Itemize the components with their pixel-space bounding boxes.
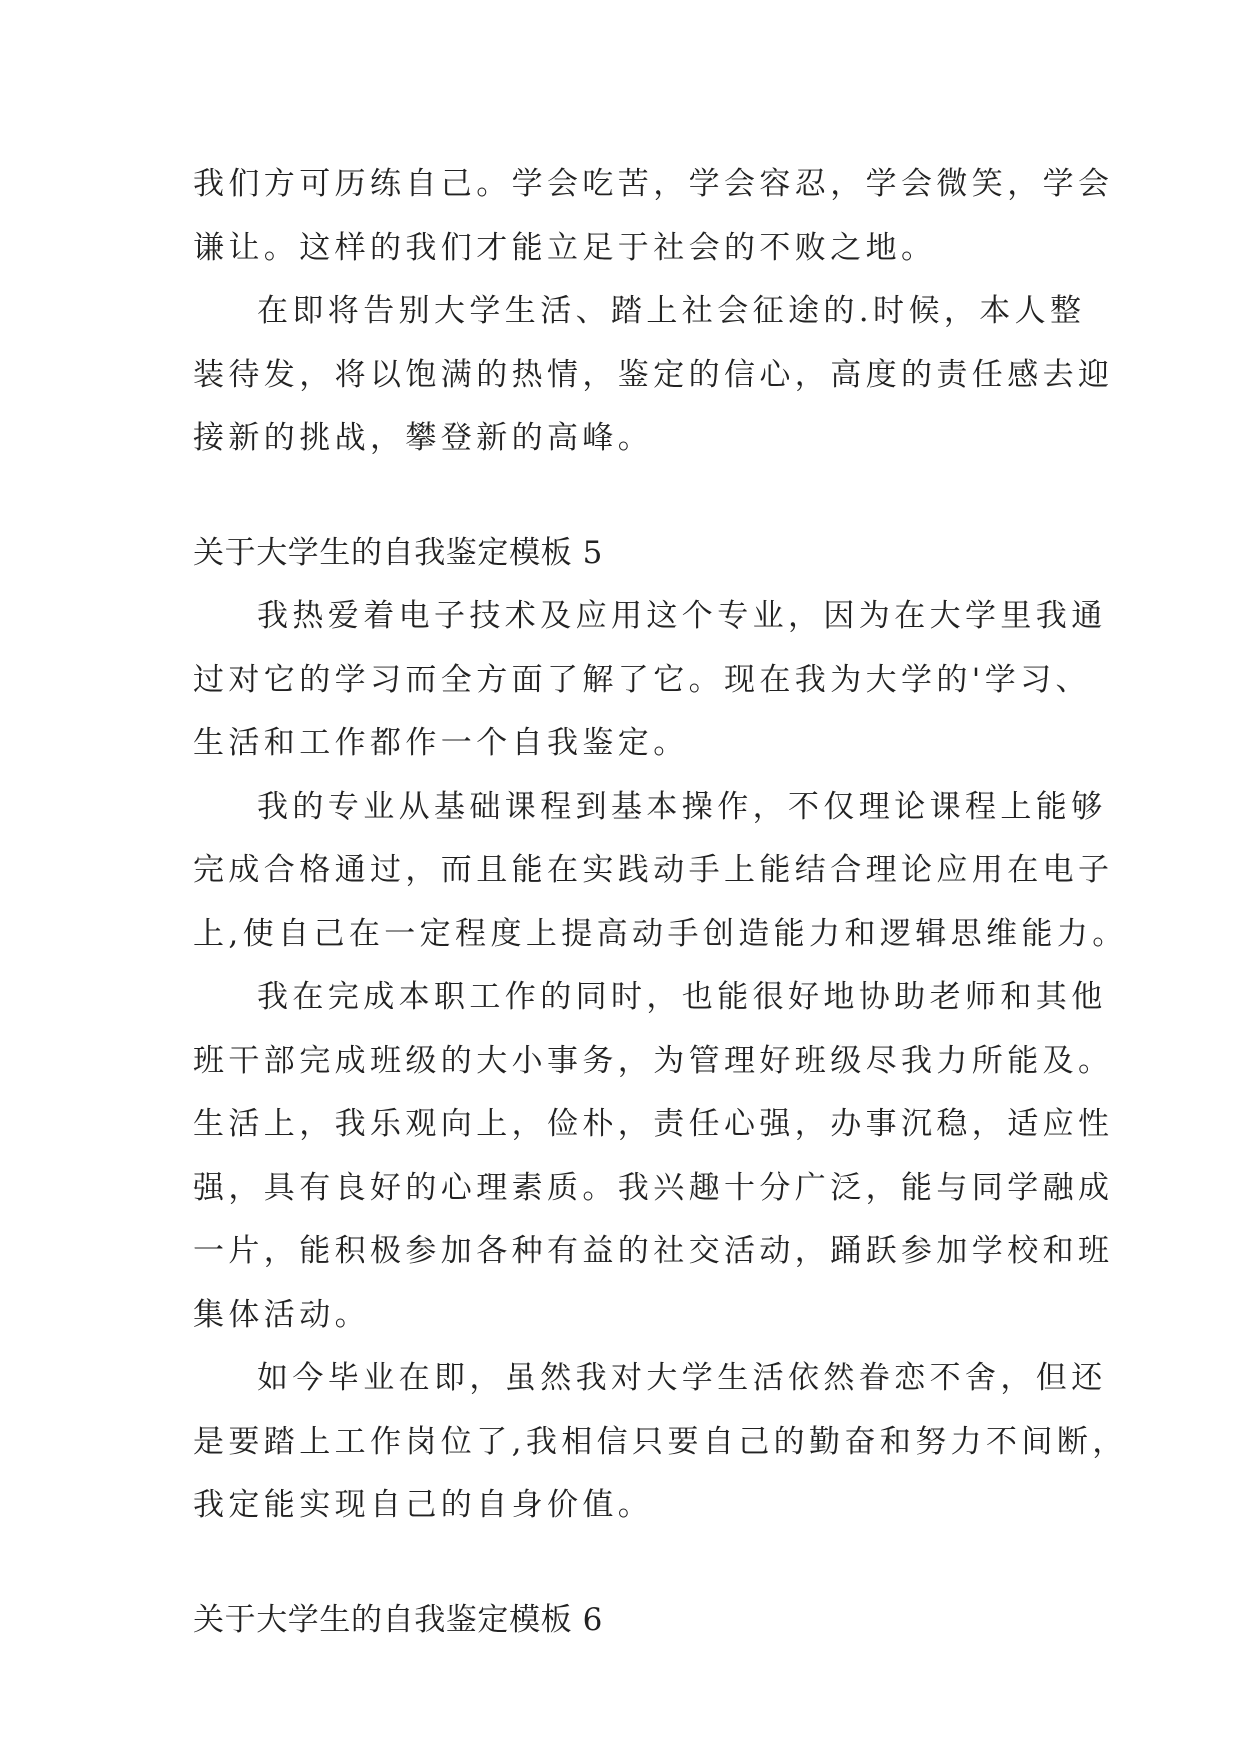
paragraph-line: 上,使自己在一定程度上提高动手创造能力和逻辑思维能力。 bbox=[193, 916, 1128, 952]
paragraph-line: 生活上，我乐观向上，俭朴，责任心强，办事沉稳，适应性 bbox=[193, 1106, 1114, 1142]
paragraph-line: 一片，能积极参加各种有益的社交活动，踊跃参加学校和班 bbox=[193, 1233, 1114, 1269]
paragraph-line: 过对它的学习而全方面了解了它。现在我为大学的'学习、 bbox=[193, 662, 1091, 698]
paragraph-line: 强，具有良好的心理素质。我兴趣十分广泛，能与同学融成 bbox=[193, 1170, 1114, 1206]
paragraph-line: 在即将告别大学生活、踏上社会征途的.时候，本人整 bbox=[257, 293, 1086, 329]
paragraph-line: 我在完成本职工作的同时，也能很好地协助老师和其他 bbox=[257, 979, 1107, 1015]
paragraph-line: 班干部完成班级的大小事务，为管理好班级尽我力所能及。 bbox=[193, 1043, 1114, 1079]
paragraph-line: 谦让。这样的我们才能立足于社会的不败之地。 bbox=[193, 230, 937, 266]
paragraph-line: 集体活动。 bbox=[193, 1297, 370, 1333]
paragraph-line: 是要踏上工作岗位了,我相信只要自己的勤奋和努力不间断， bbox=[193, 1424, 1128, 1460]
section-heading: 关于大学生的自我鉴定模板 5 bbox=[193, 535, 603, 571]
paragraph-line: 我定能实现自己的自身价值。 bbox=[193, 1487, 654, 1523]
paragraph-line: 生活和工作都作一个自我鉴定。 bbox=[193, 725, 689, 761]
paragraph-line: 我的专业从基础课程到基本操作，不仅理论课程上能够 bbox=[257, 789, 1107, 825]
paragraph-line: 我们方可历练自己。学会吃苦，学会容忍，学会微笑，学会 bbox=[193, 166, 1114, 202]
paragraph-line: 装待发，将以饱满的热情，鉴定的信心，高度的责任感去迎 bbox=[193, 357, 1114, 393]
paragraph-line: 我热爱着电子技术及应用这个专业，因为在大学里我通 bbox=[257, 598, 1107, 634]
paragraph-line: 如今毕业在即，虽然我对大学生活依然眷恋不舍，但还 bbox=[257, 1360, 1107, 1396]
section-heading: 关于大学生的自我鉴定模板 6 bbox=[193, 1602, 603, 1638]
paragraph-line: 接新的挑战，攀登新的高峰。 bbox=[193, 420, 654, 456]
paragraph-line: 完成合格通过，而且能在实践动手上能结合理论应用在电子 bbox=[193, 852, 1114, 888]
